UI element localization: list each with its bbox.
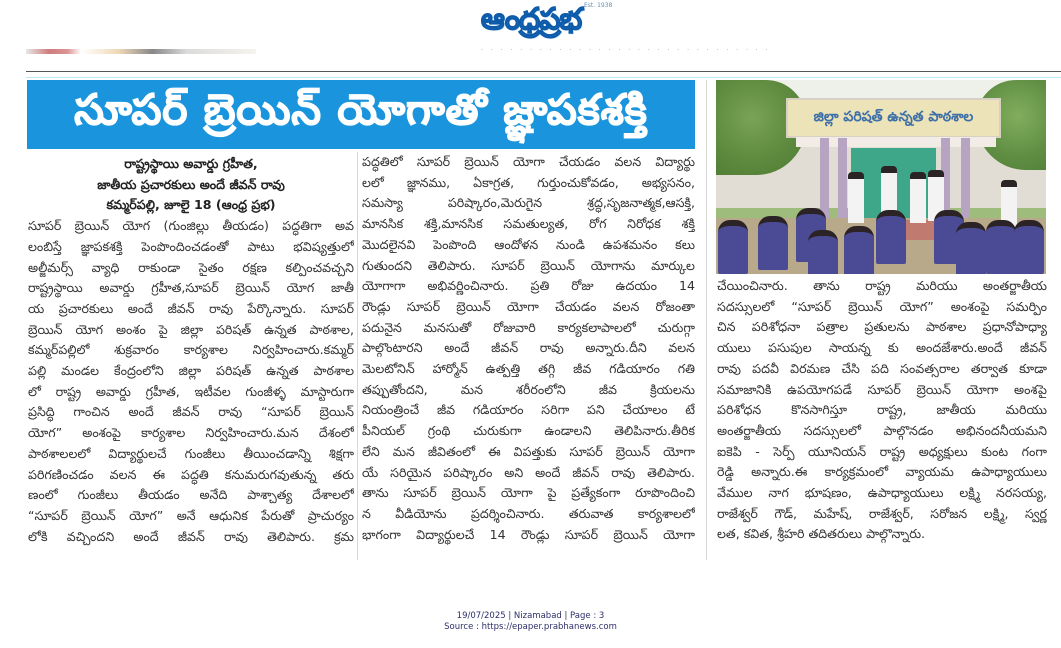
- photo-teacher: [848, 172, 864, 223]
- body-line: యోగ” అంశంపై కార్యశాల నిర్వహించారు.మన దేశంలో: [28, 425, 354, 441]
- footer-edition-info: 19/07/2025 | Nizamabad | Page : 3: [456, 611, 605, 621]
- photo-student: [986, 220, 1016, 274]
- subheading-line-2: జాతీయ ప్రచారకులు అందే జీవన్ రావు: [97, 176, 285, 192]
- body-line: చిన పరిశోధనా పత్రాల ప్రతులను పాఠశాల ప్రధానోపాధ్యా: [717, 319, 1047, 335]
- headline-banner: [27, 80, 695, 149]
- body-line: గుతుందని తెలిపారు. సూపర్ బ్రెయిన్ యోగాను మార్కుల: [362, 257, 695, 273]
- photo-teacher: [910, 172, 926, 223]
- body-line: సూపర్ బ్రెయిన్ యోగ (గుంజిల్లు తీయడం) పద్ధతిగా అవ: [28, 218, 354, 234]
- body-line: యోగాగా అభివర్ణించినారు. ప్రతి రోజు ఉదయం 14: [362, 278, 695, 294]
- body-line: లంబిస్తే జ్ఞాపకశక్తి పెంపొందించడంతో పాటు భవిష్యత్తులో: [28, 238, 354, 254]
- body-line: రాజేశ్వర్ గౌడ్, మహేష్, రాజేశ్వర్, సరోజన లక్ష్మి, స్వర్ణ: [717, 505, 1047, 521]
- body-line: మానసిక శక్తి,మానసిక సమతుల్యత, రోగ నిరోధక శక్తి: [362, 216, 695, 232]
- body-line: యే సరియైన పరిష్కారం అని అందే జీవన్ రావు తెలిపారు.: [362, 464, 695, 480]
- body-line: నియంత్రించే జీవ గడియారం సరిగా పని చేయాలం టే: [362, 402, 695, 418]
- photo-student: [844, 226, 874, 274]
- body-line: లేని మన జీవితంలో ఈ విపత్తుకు సూపర్ బ్రెయిన్ యోగా: [362, 443, 695, 459]
- page-footer: [0, 611, 1061, 633]
- body-line: ప్రసిద్ధి గాంచిన అందే జీవన్ రావు “సూపర్ బ్రెయిన్: [28, 404, 354, 420]
- body-line: లో రాష్ట్ర అవార్డు గ్రహీత, ఇటీవల గుంజీళ్ళ మాస్టారుగా: [28, 383, 354, 399]
- photo-student: [1014, 220, 1044, 274]
- strip-image-band: [26, 49, 256, 54]
- column-divider: [706, 80, 707, 560]
- body-line: వేముల నాగ భూషణం, ఉపాధ్యాయులు లక్ష్మి నరసయ్య,: [717, 485, 1047, 501]
- logo-established-text: Est. 1938: [584, 2, 613, 9]
- body-line: సమాజానికి ఉపయోగపడే సూపర్ బ్రెయిన్ యోగా అంశపై: [717, 381, 1047, 397]
- masthead: [0, 0, 1061, 44]
- subheading-line-1: రాష్ట్రస్థాయి అవార్డు గ్రహీత,: [124, 156, 258, 171]
- body-line: భాగంగా విద్యార్థులచే 14 రౌండ్లు సూపర్ బ్రెయిన్ యోగా: [362, 526, 695, 542]
- body-line: రావు పదవీ విరమణ చేసి పది సంవత్సరాల తర్వాత కూడా: [717, 360, 1047, 376]
- body-line: అంతర్జాతీయ సదస్సులలో పాల్గొనడం అభినందనీయమని: [717, 422, 1047, 438]
- body-line: రాష్ట్రస్థాయి అవార్డు గ్రహీత,సూపర్ బ్రెయిన్ యోగ జాతీ: [28, 280, 354, 296]
- page-top-rule-light: [26, 77, 1061, 78]
- body-line: “సూపర్ బ్రెయిన్ యోగ” అనే ఆధునిక పేరుతో ప్రాచుర్యం: [28, 507, 354, 523]
- photo-student: [808, 230, 838, 274]
- article-photo: [716, 80, 1046, 274]
- body-line: పరిగణించడం వలన ఈ పద్ధతి కనుమరుగవుతున్న తరు: [28, 466, 354, 482]
- body-line: తాను సూపర్ బ్రెయిన్ యోగా పై ప్రత్యేకంగా రూపొందించి: [362, 485, 695, 501]
- body-line: పద్ధతిలో సూపర్ బ్రెయిన్ యోగా చేయడం వలన విద్యార్థు: [362, 154, 695, 169]
- strip-faded-text: · ‧ · ‧ · ‧ · ‧ · ‧ · ‧ · ‧ · ‧ · ‧ · ‧ · ‧ · ‧ · ‧ · ‧ · ‧: [481, 47, 771, 54]
- page-top-rule: [26, 71, 1061, 72]
- body-line: బ్రెయిన్ యోగ అంశం పై జిల్లా పరిషత్ ఉన్నత పాఠశాల,: [28, 321, 354, 337]
- body-line: మొదలైనవి పెంపొంది ఆందోళన నుండి ఉపశమనం కలు: [362, 236, 695, 252]
- photo-student: [876, 210, 906, 264]
- body-line: న వీడియోను ప్రదర్శించినారు. తరువాత కార్యశాలలో: [362, 505, 695, 521]
- body-line: పరిశోధన కొనసాగిస్తూ రాష్ట్ర, జాతీయ మరియు: [717, 402, 1047, 418]
- body-line: ణంలో గుంజీలు తీయడం అనేది పాశ్చాత్య దేశాలలో: [28, 487, 354, 503]
- body-line: పదునైన మనసుతో రోజువారి కార్యకలాపాలలో చురుగ్గా: [362, 319, 695, 335]
- body-line: సదస్సులలో “సూపర్ బ్రెయిన్ యోగ” అంశంపై సమర్పిం: [717, 298, 1047, 314]
- body-line: సమస్యా పరిష్కారం,మెరుగైన శ్రద్ధ,సృజనాత్మక,ఆసక్తి,: [362, 195, 695, 211]
- article-column-3: [717, 276, 1047, 545]
- body-line: అల్జీమర్స్ వ్యాధి రాకుండా సైతం రక్షణ కల్పించవచ్చని: [28, 259, 354, 275]
- footer-source-link[interactable]: Source : https://epaper.prabhanews.com: [444, 622, 617, 632]
- body-line: తప్పుతోందని, మన శరీరంలోని జీవ క్రియలను: [362, 381, 695, 397]
- body-line: పాఠశాలలలో విద్యార్థులచే గుంజీలు తీయించడాన్ని శిక్షగా: [28, 445, 354, 461]
- body-line: మెలటోనిన్ హార్మోన్ ఉత్పత్తి తగ్గి జీవ గడియారం గతి: [362, 361, 695, 377]
- photo-student: [758, 216, 788, 270]
- body-line: పీనియల్ గ్రంథి చురుకుగా ఉండాలని తెలిపినారు.తీరిక: [362, 423, 695, 439]
- body-line: రౌండ్లు సూపర్ బ్రెయిన్ యోగా చేయడం వలన రోజంతా: [362, 298, 695, 314]
- photo-pillar: [961, 138, 970, 223]
- dateline: కమ్మర్‌పల్లి, జూలై 18 (ఆంధ్ర ప్రభ): [106, 197, 276, 213]
- body-line: లలో జ్ఞానము, ఏకాగ్రత, గుర్తుంచుకోవడం, అభ్యసనం,: [362, 174, 695, 190]
- top-news-strip: [26, 47, 1036, 57]
- body-line: పాల్గొంటారని అందే జీవన్ రావు అన్నారు.దీని వలన: [362, 340, 695, 356]
- body-line: పల్లి మండల కేంద్రంలోని జిల్లా పరిషత్ ఉన్నత పాఠశాల: [28, 363, 354, 379]
- article-column-1: [28, 154, 354, 547]
- body-line: లత, కవిత, శ్రీహరి తదితరులు పాల్గొన్నారు.: [717, 526, 926, 542]
- body-line: య ప్రచారకులు అందే జీవన్ రావు పేర్కొన్నారు. సూపర్: [28, 300, 354, 316]
- article-column-2: [362, 152, 695, 545]
- photo-student: [956, 222, 986, 274]
- photo-pillar: [838, 138, 847, 223]
- body-line: ఐకెపి - సెర్ప్ యూనియన్ రాష్ట్ర అధ్యక్షులు కుంట గంగా: [717, 443, 1047, 459]
- body-line: కమ్మర్‌పల్లిలో శుక్రవారం కార్యశాల నిర్వహించారు.కమ్మర్: [28, 342, 354, 358]
- article-headline: సూపర్ బ్రెయిన్ యోగాతో జ్ఞాపకశక్తి: [74, 84, 648, 134]
- newspaper-logo: ఆంధ్రప్రభ: [480, 2, 582, 37]
- body-line: రెడ్డి అన్నారు.ఈ కార్యక్రమంలో వ్యాయమ ఉపాధ్యాయులు: [717, 464, 1047, 480]
- photo-school-signboard: జిల్లా పరిషత్ ఉన్నత పాఠశాల: [786, 98, 1001, 138]
- column-divider: [357, 152, 358, 560]
- body-line: యులు పసుపుల సాయన్న కు అందజేశారు.అందే జీవన్: [717, 340, 1047, 356]
- photo-student: [718, 220, 748, 274]
- body-line: లోకి వచ్చిందని అందే జీవన్ రావు తెలిపారు. క్రమ: [28, 528, 354, 544]
- body-line: చేయించినారు. తాను రాష్ట్ర మరియు అంతర్జాతీయ: [717, 278, 1047, 293]
